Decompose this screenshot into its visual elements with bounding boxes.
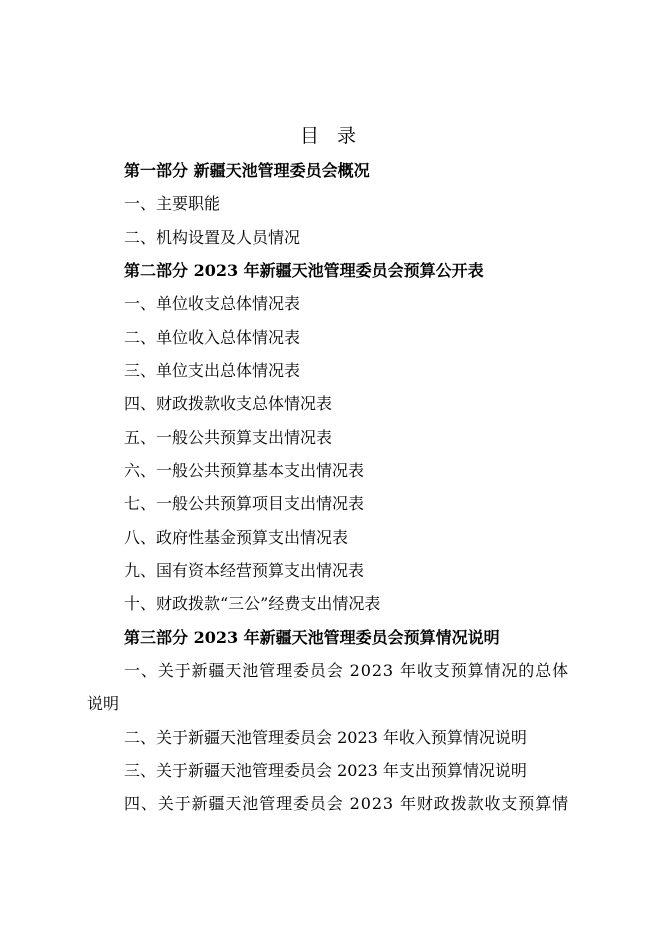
toc-item-table-5: 五、一般公共预算支出情况表 bbox=[124, 428, 333, 447]
toc-item-organization-staff: 二、机构设置及人员情况 bbox=[124, 228, 301, 247]
toc-item-table-7: 七、一般公共预算项目支出情况表 bbox=[124, 494, 365, 513]
toc-item-table-1: 一、单位收支总体情况表 bbox=[124, 294, 301, 313]
toc-item-explanation-1: 一、关于新疆天池管理委员会 2023 年收支预算情况的总体 bbox=[124, 661, 569, 680]
toc-item-explanation-2: 二、关于新疆天池管理委员会 2023 年收入预算情况说明 bbox=[124, 728, 527, 747]
toc-item-table-10: 十、财政拨款“三公”经费支出情况表 bbox=[124, 594, 381, 613]
toc-item-explanation-4: 四、关于新疆天池管理委员会 2023 年财政拨款收支预算情 bbox=[124, 794, 569, 813]
toc-part-2-heading: 第二部分 2023 年新疆天池管理委员会预算公开表 bbox=[124, 261, 484, 280]
toc-item-table-4: 四、财政拨款收支总体情况表 bbox=[124, 394, 333, 413]
toc-item-table-3: 三、单位支出总体情况表 bbox=[124, 361, 301, 380]
toc-title: 目 录 bbox=[299, 125, 363, 147]
toc-item-explanation-1-continued: 说明 bbox=[87, 694, 120, 713]
toc-item-table-8: 八、政府性基金预算支出情况表 bbox=[124, 528, 349, 547]
toc-item-explanation-3: 三、关于新疆天池管理委员会 2023 年支出预算情况说明 bbox=[124, 761, 527, 780]
toc-part-1-heading: 第一部分 新疆天池管理委员会概况 bbox=[124, 161, 370, 180]
toc-part-3-heading: 第三部分 2023 年新疆天池管理委员会预算情况说明 bbox=[124, 628, 500, 647]
toc-item-table-2: 二、单位收入总体情况表 bbox=[124, 328, 301, 347]
toc-item-table-6: 六、一般公共预算基本支出情况表 bbox=[124, 461, 365, 480]
toc-item-main-functions: 一、主要职能 bbox=[124, 194, 221, 213]
toc-item-table-9: 九、国有资本经营预算支出情况表 bbox=[124, 561, 365, 580]
